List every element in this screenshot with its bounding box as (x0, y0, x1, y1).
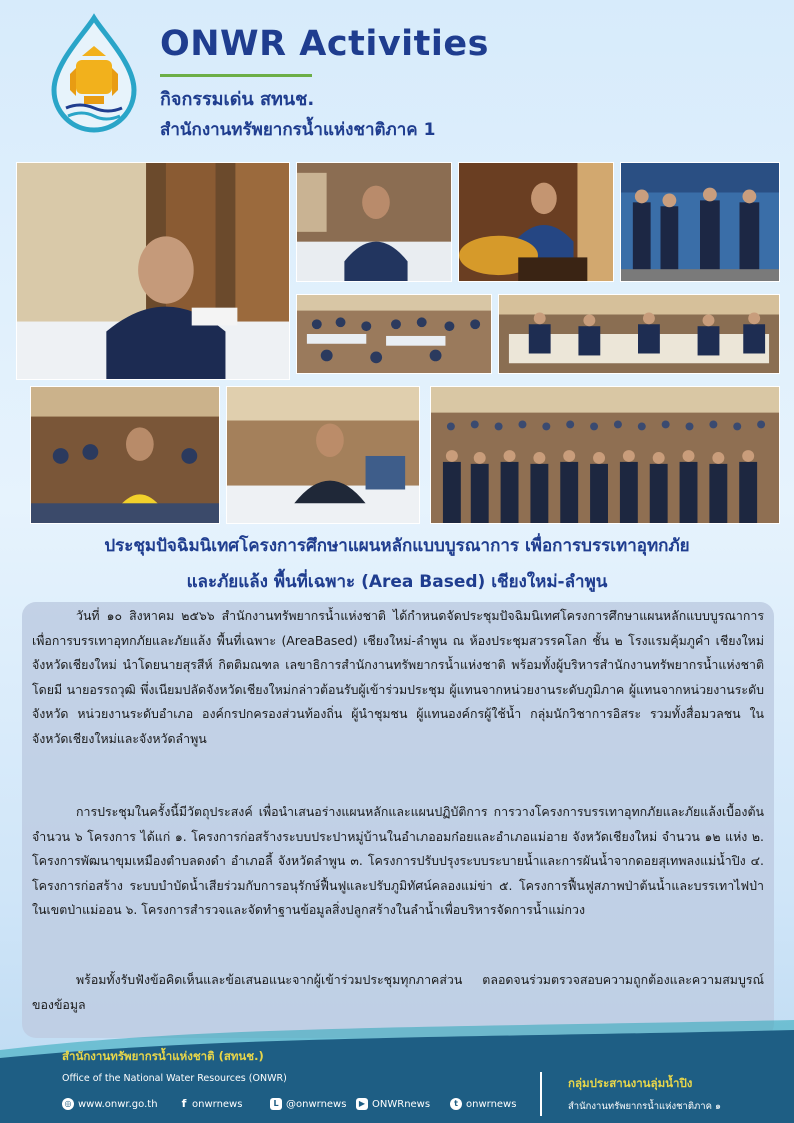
facebook-label: onwrnews (192, 1098, 243, 1110)
twitter-label: onwrnews (466, 1098, 517, 1110)
photo-speaker-chair (16, 162, 290, 380)
photo-participant-table (226, 386, 420, 524)
photo-participant-desk (296, 162, 452, 282)
photo-group-standing-banner (620, 162, 780, 282)
headline-line-1: ประชุมปัจฉิมนิเทศโครงการศึกษาแผนหลักแบบบูรณาการ เพื่อการบรรเทาอุทกภัย (104, 536, 690, 556)
footer-website-link[interactable] (62, 1098, 158, 1110)
line-label: @onwrnews (286, 1098, 347, 1110)
footer-group-sub: สำนักงานทรัพยากรน้ำแห่งชาติภาค ๑ (568, 1101, 722, 1112)
website-label: www.onwr.go.th (78, 1098, 158, 1110)
photo-participant-mic (30, 386, 220, 524)
footer-facebook-link[interactable] (180, 1098, 242, 1110)
footer-org-thai: สำนักงานทรัพยากรน้ำแห่งชาติ (สทนช.) (62, 1049, 264, 1063)
title-underline (160, 74, 312, 77)
globe-icon: ◎ (62, 1098, 74, 1110)
page-subtitle-2: สำนักงานทรัพยากรน้ำแห่งชาติภาค 1 (160, 120, 436, 140)
photo-audience-hall (296, 294, 492, 374)
youtube-label: ONWRnews (372, 1098, 431, 1110)
photo-group-audience (430, 386, 780, 524)
footer-twitter-link[interactable] (450, 1098, 516, 1110)
photo-panel-sofa (498, 294, 780, 374)
footer-line-link[interactable] (270, 1098, 346, 1110)
body-paragraph-1: วันที่ ๑๐ สิงหาคม ๒๕๖๖ สำนักงานทรัพยากรน้ำแห่งชาติ ได้กำหนดจัดประชุมปัจฉิมนิเทศโครงการศึกษาแผนหลักแบบบูรณาการ เพื่อการบรรเทาอุทกภัยและภัยแล้ง พื้นที่เฉพาะ (AreaBased) เชียงใหม่-ลำพูน ณ ห้องประชุมสวรรคโลก ชั้น ๒ โรงแรมคุ้มภูคำ เชียงใหม่ จังหวัดเชียงใหม่ นำโดยนายสุรสีห์ กิตติมณฑล เลขาธิการสำนักงานทรัพยากรน้ำแห่งชาติ พร้อมทั้งผู้บริหารสำนักงานทรัพยากรน้ำแห่งชาติ โดยมี นายอรรถวุฒิ พึ่งเนียมปลัดจังหวัดเชียงใหม่กล่าวต้อนรับผู้เข้าร่วมประชุม ผู้แทนจากหน่วยงานระดับภูมิภาค ผู้แทนจากหน่วยงานระดับจังหวัด หน่วยงานระดับอำเภอ องค์กรปกครองส่วนท้องถิ่น ผู้นำชุมชน ผู้แทนองค์กรผู้ใช้น้ำ กลุ่มนักวิชาการอิสระ รวมทั้งสื่อมวลชน ในจังหวัดเชียงใหม่และจังหวัดลำพูน (32, 608, 764, 746)
body-paragraph-2: การประชุมในครั้งนี้มีวัตถุประสงค์ เพื่อนำเสนอร่างแผนหลักและแผนปฏิบัติการ การวางโครงการบรรเทาอุทกภัยและภัยแล้งเบื้องต้น จำนวน ๖ โครงการ ได้แก่ ๑. โครงการก่อสร้างระบบประปาหมู่บ้านในอำเภออมก๋อยและอำเภอแม่อาย จังหวัดเชียงใหม่ จำนวน ๑๒ แห่ง ๒. โครงการพัฒนาขุมเหมืองตำบลดงดำ อำเภอลี้ จังหวัดลำพูน ๓. โครงการปรับปรุงระบบระบายน้ำและการผันน้ำจากดอยสุเทพลงแม่น้ำปิง ๔. โครงการก่อสร้าง ระบบบำบัดน้ำเสียร่วมกับการอนุรักษ์ฟื้นฟูและปรับภูมิทัศน์คลองแม่ข่า ๕. โครงการฟื้นฟูสภาพป่าต้นน้ำและบรรเทาไฟป่าในเขตป่าแม่ออน ๖. โครงการสำรวจและจัดทำฐานข้อมูลสิ่งปลูกสร้างในลำน้ำเพื่อบริหารจัดการน้ำแม่กวง (32, 804, 764, 918)
onwr-logo (30, 12, 158, 140)
footer-divider (540, 1072, 542, 1116)
line-icon: L (270, 1098, 282, 1110)
page-title: ONWR Activities (160, 24, 489, 64)
facebook-icon: f (181, 1097, 187, 1110)
youtube-icon: ▶ (356, 1098, 368, 1110)
footer-youtube-link[interactable] (356, 1098, 430, 1110)
body-paragraph-3: พร้อมทั้งรับฟังข้อคิดเห็นและข้อเสนอแนะจากผู้เข้าร่วมประชุมทุกภาคส่วน ตลอดจนร่วมตรวจสอบความถูกต้องและความสมบูรณ์ของข้อมูล (32, 972, 764, 1012)
footer-org-english: Office of the National Water Resources (ONWR) (62, 1073, 287, 1084)
photo-podium-speaker (458, 162, 614, 282)
headline-line-2: และภัยแล้ง พื้นที่เฉพาะ (Area Based) เชียงใหม่-ลำพูน (186, 572, 608, 592)
footer-group-thai: กลุ่มประสานงานลุ่มน้ำปิง (568, 1076, 693, 1090)
twitter-icon: t (450, 1098, 462, 1110)
page-subtitle-1: กิจกรรมเด่น สทนช. (160, 89, 315, 110)
